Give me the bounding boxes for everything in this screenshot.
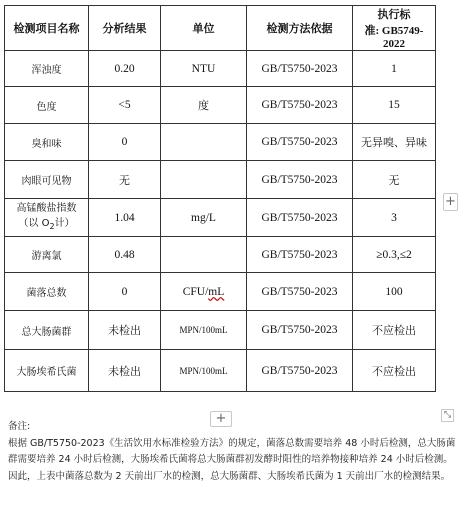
table-row — [5, 350, 436, 392]
table-row — [5, 87, 436, 124]
table-row — [5, 161, 436, 199]
row-unit[interactable]: 度 — [161, 87, 247, 124]
row-result[interactable]: 0 — [89, 124, 161, 161]
spellcheck-underline: mL — [208, 285, 225, 298]
header-item: 检测项目名称 — [5, 6, 89, 51]
row-standard[interactable]: 100 — [353, 273, 436, 311]
table-row — [5, 273, 436, 311]
row-method[interactable]: GB/T5750-2023 — [247, 199, 353, 237]
row-result[interactable]: 未检出 — [89, 350, 161, 392]
row-item[interactable]: 大肠埃希氏菌 — [5, 350, 89, 392]
notes-title: 备注: — [8, 421, 31, 432]
row-standard[interactable]: 无 — [353, 161, 436, 199]
row-result[interactable]: 无 — [89, 161, 161, 199]
header-standard-line2: 准: GB5749-2022 — [364, 25, 424, 50]
table-row — [5, 199, 436, 237]
row-item[interactable]: 菌落总数 — [5, 273, 89, 311]
row-item-line2: （以 $O_2$计） — [18, 218, 75, 231]
row-result[interactable]: 0 — [89, 273, 161, 311]
row-method[interactable]: GB/T5750-2023 — [247, 161, 353, 199]
row-result[interactable]: <5 — [89, 87, 161, 124]
row-method[interactable]: GB/T5750-2023 — [247, 124, 353, 161]
row-standard[interactable]: 无异嗅、异味 — [353, 124, 436, 161]
row-standard[interactable]: 1 — [353, 51, 436, 87]
row-item[interactable]: 浑浊度 — [5, 51, 89, 87]
row-unit[interactable]: mg/L — [161, 199, 247, 237]
water-quality-table — [4, 5, 436, 392]
row-standard[interactable]: 3 — [353, 199, 436, 237]
notes-section — [8, 419, 460, 485]
header-unit: 单位 — [161, 6, 247, 51]
row-method[interactable]: GB/T5750-2023 — [247, 273, 353, 311]
table-header-row — [5, 6, 436, 51]
row-method[interactable]: GB/T5750-2023 — [247, 311, 353, 350]
header-standard-line1: 执行标 — [377, 9, 411, 21]
row-standard[interactable]: 不应检出 — [353, 350, 436, 392]
row-unit[interactable]: CFU/mL — [161, 273, 247, 311]
row-unit[interactable] — [161, 161, 247, 199]
row-result[interactable]: 0.20 — [89, 51, 161, 87]
table-row — [5, 311, 436, 350]
table-row — [5, 124, 436, 161]
header-standard — [353, 6, 436, 51]
row-method[interactable]: GB/T5750-2023 — [247, 87, 353, 124]
add-row-button[interactable]: + — [210, 411, 232, 427]
row-method[interactable]: GB/T5750-2023 — [247, 237, 353, 273]
row-item[interactable]: 总大肠菌群 — [5, 311, 89, 350]
row-unit[interactable]: MPN/100mL — [161, 311, 247, 350]
notes-body: 根据 GB/T5750-2023《生活饮用水标准检验方法》的规定，菌落总数需要培养 48 小时后检测，总大肠菌群需要培养 24 小时后检测，大肠埃希氏菌将总大肠菌群初发酵时阳性的培养物接种培养 24 小时后检测。因此，上表中菌落总数为 2 天前出厂水的检测，总大肠菌群、大肠埃希氏菌为 1 天前出厂水的检测结果。 — [8, 437, 456, 482]
row-method[interactable]: GB/T5750-2023 — [247, 350, 353, 392]
row-item[interactable] — [5, 199, 89, 237]
table-row — [5, 51, 436, 87]
add-column-button[interactable]: + — [443, 193, 458, 211]
row-result[interactable]: 1.04 — [89, 199, 161, 237]
row-unit[interactable]: NTU — [161, 51, 247, 87]
table-row — [5, 237, 436, 273]
row-result[interactable]: 未检出 — [89, 311, 161, 350]
row-unit[interactable] — [161, 124, 247, 161]
row-item-line1: 高锰酸盐指数 — [16, 203, 77, 214]
row-unit[interactable]: MPN/100mL — [161, 350, 247, 392]
row-item[interactable]: 色度 — [5, 87, 89, 124]
table-resize-handle[interactable]: ⤡ — [441, 409, 454, 422]
row-standard[interactable]: 15 — [353, 87, 436, 124]
row-item[interactable]: 臭和味 — [5, 124, 89, 161]
row-standard[interactable]: 不应检出 — [353, 311, 436, 350]
row-standard[interactable]: ≥0.3,≤2 — [353, 237, 436, 273]
header-result: 分析结果 — [89, 6, 161, 51]
header-method: 检测方法依据 — [247, 6, 353, 51]
row-method[interactable]: GB/T5750-2023 — [247, 51, 353, 87]
row-item[interactable]: 肉眼可见物 — [5, 161, 89, 199]
row-result[interactable]: 0.48 — [89, 237, 161, 273]
row-unit[interactable] — [161, 237, 247, 273]
row-item[interactable]: 游离氯 — [5, 237, 89, 273]
